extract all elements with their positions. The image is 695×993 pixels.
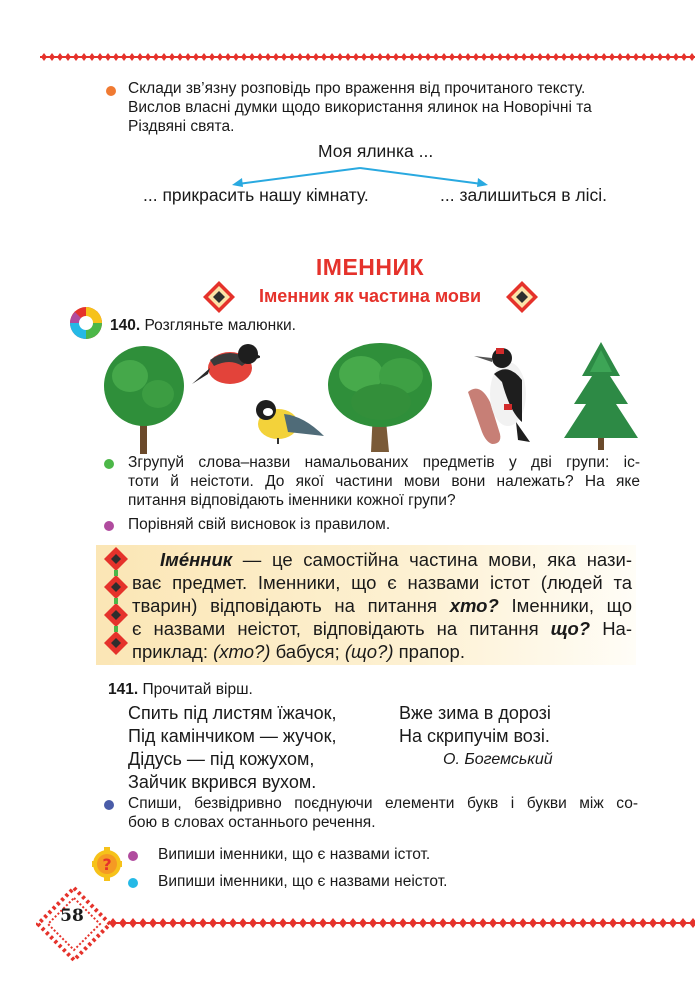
poem-author: О. Богемський (443, 751, 553, 768)
exercise-141-header (108, 680, 253, 699)
decorative-border-top (40, 52, 695, 62)
exercise-141-task (128, 794, 638, 832)
page-number: 58 (60, 906, 84, 926)
task-1-line-2: тоти й неістоти. До якої частини мови вони належать? На яке (128, 473, 640, 490)
rule-line-1-text: — це самостійна частина мови, яка нази- (232, 549, 632, 570)
rule-line-4 (132, 617, 632, 640)
color-wheel-icon (69, 306, 103, 340)
embroidery-ornament-icon (102, 545, 130, 665)
example-word-2: прапор. (393, 641, 465, 662)
rule-line-5 (132, 640, 632, 663)
question-who: хто? (449, 595, 499, 616)
rule-line-1 (132, 548, 632, 571)
exercise-140-number: 140. (110, 317, 141, 334)
decorative-border-bottom (108, 917, 695, 929)
svg-text:?: ? (102, 855, 112, 874)
poem-line: Спить під листям їжачок, (128, 703, 337, 723)
option-inanimate: Випиши іменники, що є назвами неістот. (158, 873, 448, 890)
exercise-141-number: 141. (108, 681, 139, 698)
rule-line-3 (132, 594, 632, 617)
fir-tree-icon (562, 340, 640, 452)
example-who: (хто?) (213, 641, 271, 662)
poem-left-column (128, 702, 337, 794)
diagram-top-label: Моя ялинка ... (318, 141, 434, 161)
intro-task (128, 79, 668, 136)
section-title: ІМЕННИК (315, 254, 425, 280)
poem-right-column (399, 702, 553, 771)
rule-text (132, 548, 632, 663)
rule-line-3-a: тварин) відповідають на питання (132, 595, 450, 616)
task-141-line-2: бою в словах останнього речення. (128, 814, 376, 831)
rule-line-5-a: приклад: (132, 641, 214, 662)
cyan-bullet-icon (128, 878, 138, 888)
rule-line-2: ває предмет. Іменники, що є назвами істот (людей та (132, 572, 632, 593)
oak-tree-icon (325, 340, 435, 455)
blue-bullet-icon (104, 800, 114, 810)
bullfinch-icon (190, 338, 260, 390)
question-what: що? (550, 618, 591, 639)
poem-line: Зайчик вкрився вухом. (128, 772, 317, 792)
rule-line-4-a: є назвами неістот, відповідають на питання (132, 618, 551, 639)
green-bullet-icon (104, 459, 114, 469)
tit-bird-icon (248, 396, 328, 446)
question-gear-icon (92, 847, 122, 881)
ornament-right-icon (505, 280, 539, 314)
intro-line-1: Склади зв’язну розповідь про враження від прочитаного тексту. (128, 80, 586, 97)
poem-line: Під камінчиком — жучок, (128, 726, 337, 746)
exercise-141-text: Прочитай вірш. (142, 681, 253, 698)
diagram-left-label: ... прикрасить нашу кімнату. (143, 185, 369, 205)
task-1-line-3: питання відповідають іменники кожної групи? (128, 492, 456, 509)
rule-line-3-b: Іменники, що (498, 595, 632, 616)
purple-bullet-icon (128, 851, 138, 861)
example-what: (що?) (344, 641, 394, 662)
orange-bullet-icon (106, 86, 116, 96)
task-1-line-1: Згрупуй слова–назви намальованих предметів у дві групи: іс- (128, 454, 640, 471)
task-141-line-1: Спиши, безвідривно поєднуючи елементи букв і букви між со- (128, 795, 638, 812)
poem-line: Вже зима в дорозі (399, 703, 551, 723)
exercise-140-header (110, 316, 296, 335)
intro-line-2: Вислов власні думки щодо використання ялинок на Новорічні та (128, 99, 592, 116)
option-animate: Випиши іменники, що є назвами істот. (158, 846, 431, 863)
exercise-140-task-1 (128, 453, 640, 510)
poem-line: Дідусь — під кожухом, (128, 749, 315, 769)
example-word-1: бабуся; (270, 641, 345, 662)
exercise-140-text: Розгляньте малюнки. (144, 317, 296, 334)
rule-term: Імéнник (160, 549, 233, 570)
intro-line-3: Різдвяні свята. (128, 118, 235, 135)
woodpecker-icon (460, 342, 540, 447)
purple-bullet-icon (104, 521, 114, 531)
deciduous-tree-icon (100, 338, 188, 456)
rule-line-4-b: На- (590, 618, 633, 639)
poem-line: На скрипучім возі. (399, 726, 550, 746)
diagram-right-label: ... залишиться в лісі. (440, 185, 607, 205)
exercise-140-task-2: Порівняй свій висновок із правилом. (128, 516, 391, 533)
section-subtitle: Іменник як частина мови (258, 286, 482, 306)
